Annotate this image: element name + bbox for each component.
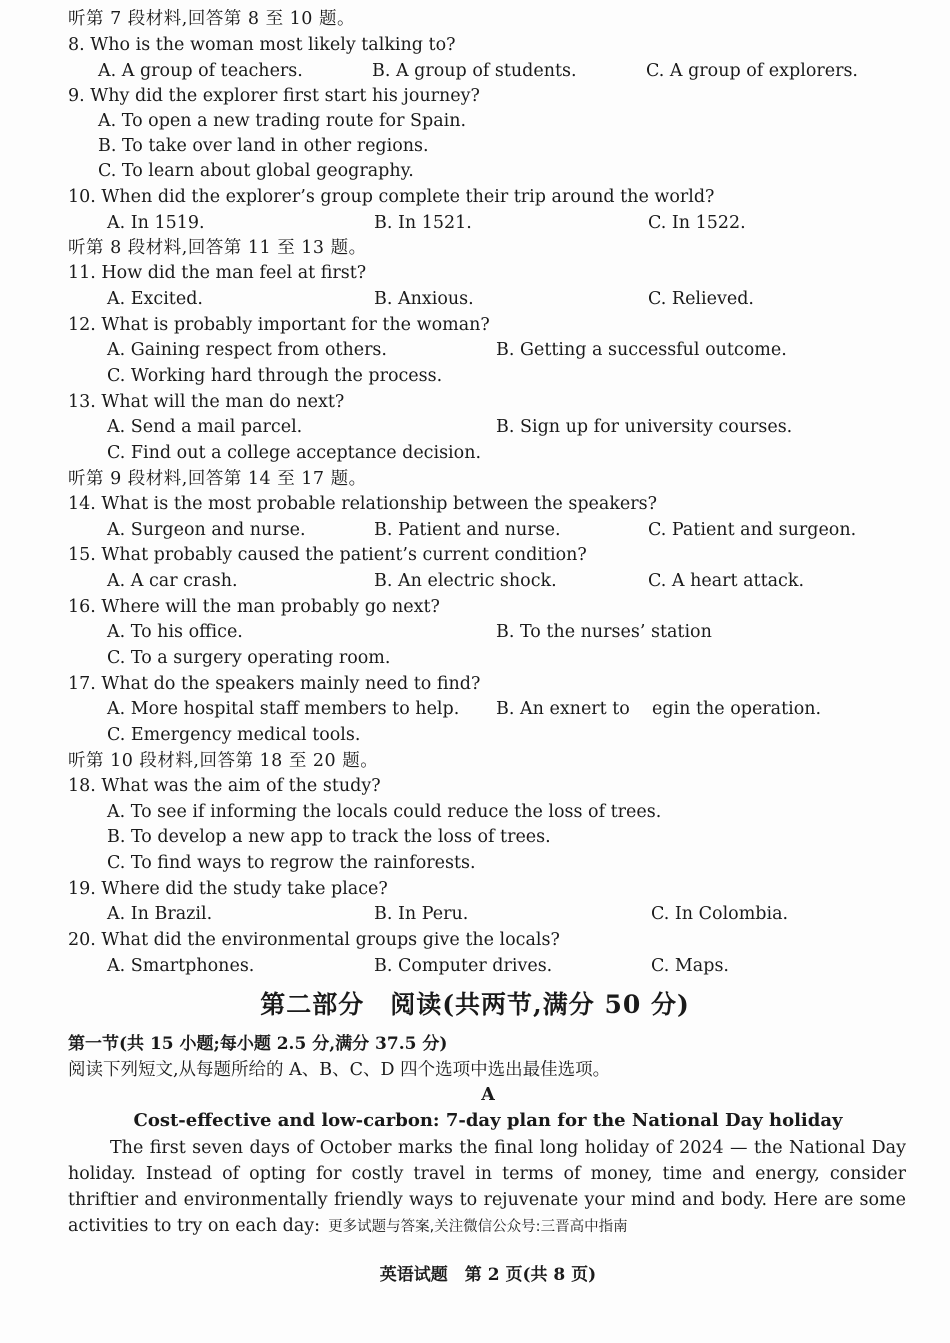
- section-heading: 第一节(共 15 小题;每小题 2.5 分,满分 37.5 分): [68, 1034, 448, 1054]
- option-b-continued: egin the operation.: [652, 699, 822, 719]
- section-heading: 听第 8 段材料,回答第 11 至 13 题。: [68, 238, 367, 258]
- option-c: C. In Colombia.: [651, 904, 789, 924]
- option-a: A. Send a mail parcel.: [107, 417, 303, 437]
- question-stem: 11. How did the man feel at first?: [68, 263, 367, 283]
- option-c: C. A heart attack.: [648, 571, 805, 591]
- promo-note: 更多试题与答案,关注微信公众号:三晋高中指南: [328, 1219, 628, 1235]
- option-c: C. Find out a college acceptance decision.: [107, 443, 482, 463]
- question-stem: 12. What is probably important for the woman?: [68, 315, 490, 335]
- paragraph-text: The first seven days of October marks the final long holiday of 2024 — the National Day holiday. Instead of opting for costly travel in terms of money, time and energy, consider thriftier and environmentally friendly ways to rejuvenate your mind and body. Here are some activities to try on each day:: [68, 1138, 906, 1236]
- option-a: A. In 1519.: [107, 213, 205, 233]
- question-stem: 15. What probably caused the patient’s current condition?: [68, 545, 587, 565]
- option-b: B. Anxious.: [374, 289, 474, 309]
- passage-paragraph: [68, 1135, 906, 1240]
- option-c: C. A group of explorers.: [646, 61, 858, 81]
- question-stem: 9. Why did the explorer first start his journey?: [68, 86, 480, 106]
- option-a: A. Excited.: [107, 289, 203, 309]
- question-stem: 8. Who is the woman most likely talking to?: [68, 35, 456, 55]
- option-a: A. A group of teachers.: [98, 61, 303, 81]
- option-c: C. Working hard through the process.: [107, 366, 443, 386]
- option-b: B. To develop a new app to track the loss of trees.: [107, 827, 551, 847]
- page-footer: 英语试题 第 2 页(共 8 页): [379, 1265, 597, 1285]
- question-stem: 19. Where did the study take place?: [68, 879, 388, 899]
- section-heading: 听第 7 段材料,回答第 8 至 10 题。: [68, 9, 355, 29]
- option-a: A. A car crash.: [107, 571, 238, 591]
- option-a: A. To open a new trading route for Spain.: [98, 111, 467, 131]
- option-b: B. Computer drives.: [374, 956, 553, 976]
- option-b: B. A group of students.: [372, 61, 577, 81]
- question-stem: 13. What will the man do next?: [68, 392, 345, 412]
- option-c: C. Relieved.: [648, 289, 754, 309]
- option-b: B. Patient and nurse.: [374, 520, 561, 540]
- passage-label: A: [481, 1085, 495, 1105]
- option-a: A. To see if informing the locals could reduce the loss of trees.: [107, 802, 662, 822]
- option-a: A. To his office.: [107, 622, 243, 642]
- option-c: C. In 1522.: [648, 213, 746, 233]
- option-a: A. Gaining respect from others.: [107, 340, 387, 360]
- option-a: A. Smartphones.: [107, 956, 255, 976]
- option-a: A. In Brazil.: [107, 904, 213, 924]
- option-b: B. To take over land in other regions.: [98, 136, 429, 156]
- option-b: B. To the nurses’ station: [496, 622, 712, 642]
- option-b: B. Getting a successful outcome.: [496, 340, 787, 360]
- option-c: C. To a surgery operating room.: [107, 648, 391, 668]
- option-c: C. To learn about global geography.: [98, 161, 414, 181]
- option-c: C. Emergency medical tools.: [107, 725, 361, 745]
- section-heading: 听第 9 段材料,回答第 14 至 17 题。: [68, 469, 367, 489]
- option-b: B. An electric shock.: [374, 571, 557, 591]
- option-a: A. Surgeon and nurse.: [107, 520, 306, 540]
- part-title: 第二部分 阅读(共两节,满分 50 分): [260, 990, 690, 1019]
- section-heading: 听第 10 段材料,回答第 18 至 20 题。: [68, 751, 379, 771]
- passage-title: Cost-effective and low-carbon: 7-day plan for the National Day holiday: [133, 1110, 843, 1131]
- question-stem: 16. Where will the man probably go next?: [68, 597, 440, 617]
- option-a: A. More hospital staff members to help.: [107, 699, 460, 719]
- question-stem: 17. What do the speakers mainly need to find?: [68, 674, 481, 694]
- option-b: B. An exnert to: [496, 699, 630, 719]
- option-c: C. Maps.: [651, 956, 729, 976]
- option-c: C. To find ways to regrow the rainforests.: [107, 853, 476, 873]
- option-b: B. In 1521.: [374, 213, 472, 233]
- option-b: B. Sign up for university courses.: [496, 417, 793, 437]
- instructions: 阅读下列短文,从每题所给的 A、B、C、D 四个选项中选出最佳选项。: [68, 1060, 611, 1080]
- question-stem: 10. When did the explorer’s group complete their trip around the world?: [68, 187, 715, 207]
- question-stem: 14. What is the most probable relationship between the speakers?: [68, 494, 658, 514]
- question-stem: 18. What was the aim of the study?: [68, 776, 381, 796]
- question-stem: 20. What did the environmental groups give the locals?: [68, 930, 560, 950]
- option-b: B. In Peru.: [374, 904, 469, 924]
- option-c: C. Patient and surgeon.: [648, 520, 857, 540]
